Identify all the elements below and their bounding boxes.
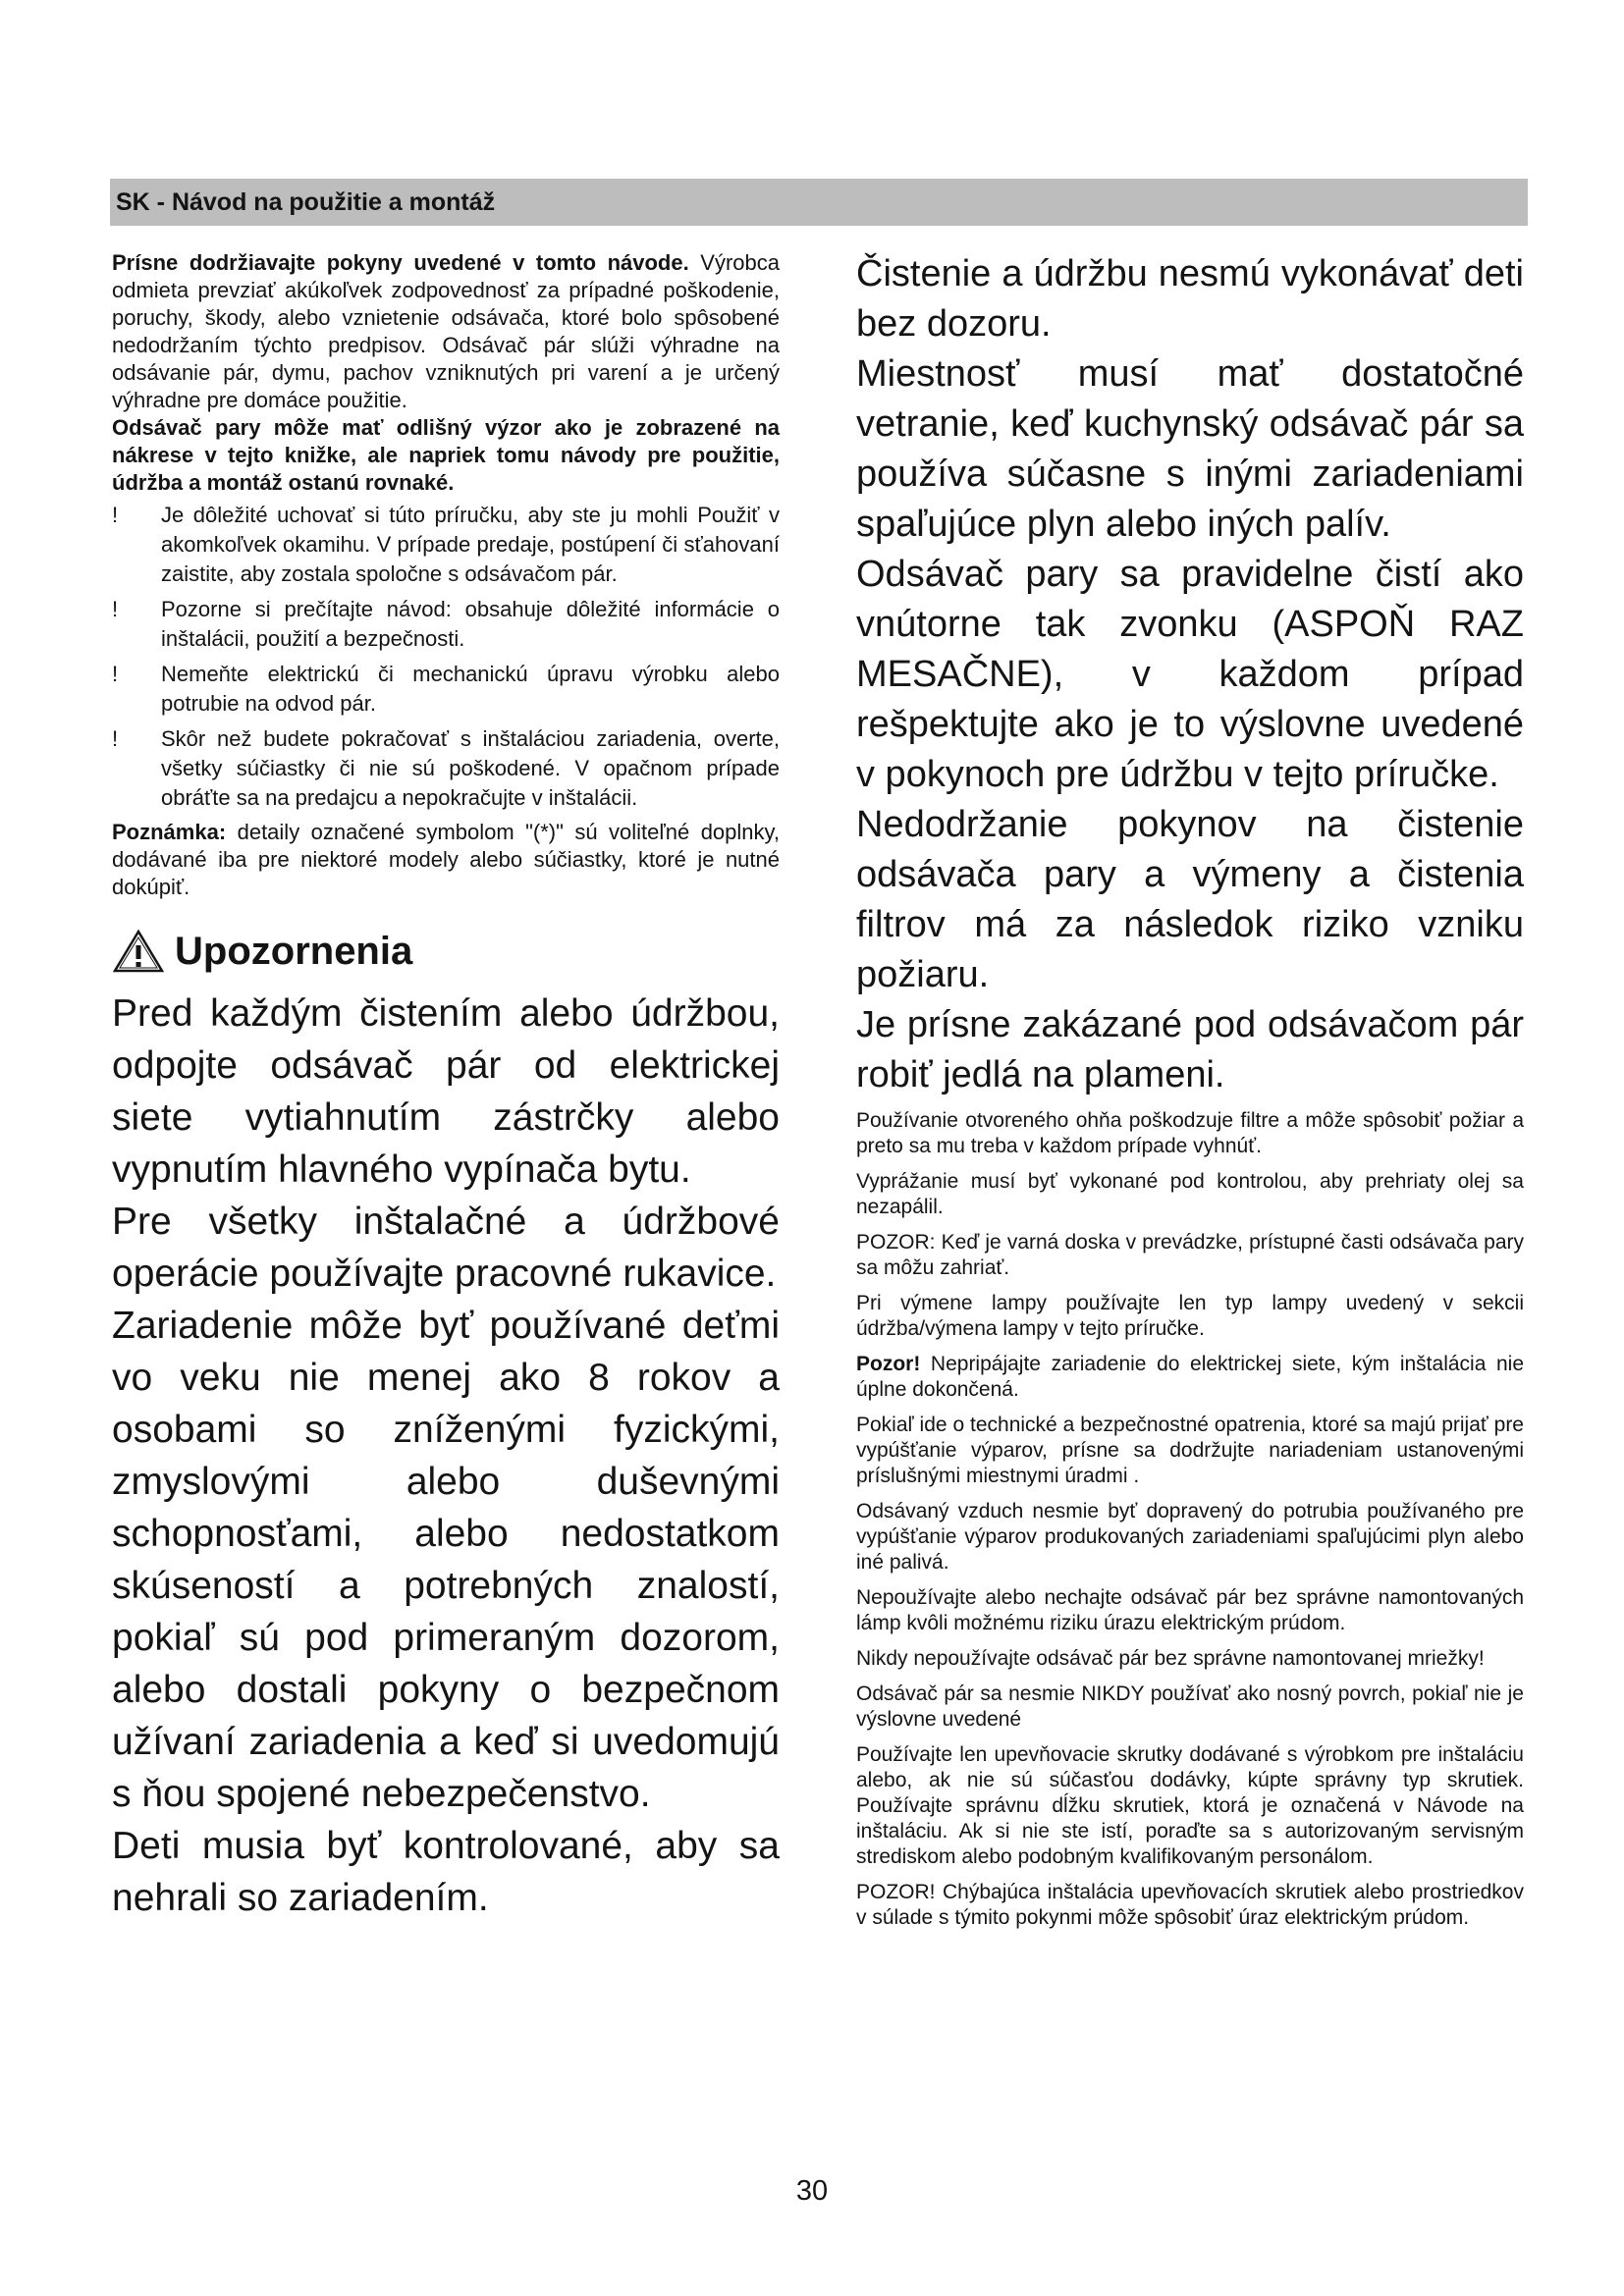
left-column <box>112 249 780 1924</box>
safety-paragraph <box>856 1682 1524 1733</box>
list-item <box>112 724 780 813</box>
safety-paragraph <box>856 1742 1524 1870</box>
warning-paragraph: Pre všetky inštalačné a údržbové operácie používajte pracovné rukavice. <box>112 1201 780 1295</box>
intro-bold-text: Prísne dodržiavajte pokyny uvedené v tomto návode. <box>112 250 689 275</box>
list-item <box>112 595 780 654</box>
right-column <box>856 249 1524 1941</box>
appearance-note: Odsávač pary môže mať odlišný výzor ako je zobrazené na nákrese v tejto knižke, ale napriek tomu návody pre použitie, údržba a montáž ostanú rovnaké. <box>112 415 780 495</box>
safety-text: POZOR! Chýbajúca inštalácia upevňovacích skrutiek alebo prostriedkov v súlade s týmito pokynmi môže spôsobiť úraz elektrickým prúdom. <box>856 1881 1524 1929</box>
page-number: 30 <box>795 2175 829 2207</box>
exclamation-icon: ! <box>112 597 119 621</box>
warning-paragraph: Deti musia byť kontrolované, aby sa nehrali so zariadením. <box>112 1825 780 1919</box>
list-item <box>112 660 780 719</box>
safety-text: Pri výmene lampy používajte len typ lampy uvedený v sekcii údržba/výmena lampy v tejto príručke. <box>856 1292 1524 1340</box>
exclamation-icon: ! <box>112 503 119 527</box>
list-item <box>112 501 780 589</box>
list-item-text: Pozorne si prečítajte návod: obsahuje dôležité informácie o inštalácii, použití a bezpečnosti. <box>161 597 780 651</box>
safety-paragraph <box>856 1352 1524 1403</box>
section-header <box>110 179 1528 226</box>
intro-text: Výrobca odmieta prevziať akúkoľvek zodpovednosť za prípadné poškodenie, poruchy, škody, alebo vznietenie odsávača, ktoré bolo spôsobené nedodržaním týchto predpisov. Odsávač pár slúži výhradne na odsávanie pár, dymu, pachov vzniknutých pri varení a je určený výhradne pre domáce použitie. <box>112 250 780 412</box>
safety-text: Odsávaný vzduch nesmie byť dopravený do potrubia používaného pre vypúšťanie výparov produkovaných zariadeniami spaľujúcimi plyn alebo iné palivá. <box>856 1500 1524 1574</box>
warning-paragraph: Pred každým čistením alebo údržbou, odpojte odsávač pár od elektrickej siete vytiahnutím zástrčky alebo vypnutím hlavného vypínača bytu. <box>112 992 780 1191</box>
section-title: SK - Návod na použitie a montáž <box>116 188 496 216</box>
warning-heading-title: Upozornenia <box>175 929 413 973</box>
warnings-list <box>112 501 780 813</box>
safety-paragraph <box>856 1499 1524 1575</box>
warning-paragraph: Nedodržanie pokynov na čistenie odsávača pary a výmeny a čistenia filtrov má za následok riziko vzniku požiaru. <box>856 804 1524 995</box>
list-item-text: Je dôležité uchovať si túto príručku, aby ste ju mohli Použiť v akomkoľvek okamihu. V prípade predaje, postúpení či sťahovaní zaistite, aby zostala spoločne s odsávačom pár. <box>161 503 780 586</box>
warning-paragraph: Čistenie a údržbu nesmú vykonávať deti bez dozoru. <box>856 253 1524 345</box>
safety-text: Pokiaľ ide o technické a bezpečnostné opatrenia, ktoré sa majú prijať pre vypúšťanie výparov, prísne sa dodržujte nariadeniam ustanovenými príslušnými miestnymi úradmi . <box>856 1414 1524 1487</box>
note-label: Poznámka: <box>112 820 227 844</box>
safety-text: Vyprážanie musí byť vykonané pod kontrolou, aby prehriaty olej sa nezapálil. <box>856 1170 1524 1218</box>
safety-paragraph <box>856 1880 1524 1931</box>
safety-lead: Pozor! <box>856 1353 921 1375</box>
list-item-text: Skôr než budete pokračovať s inštaláciou zariadenia, overte, všetky súčiastky či nie sú poškodené. V opačnom prípade obráťte sa na predajcu a nepokračujte v inštalácii. <box>161 726 780 810</box>
safety-text: Používajte len upevňovacie skrutky dodávané s výrobkom pre inštaláciu alebo, ak nie sú súčasťou dodávky, kúpte správny typ skrutiek. Používajte správnu dĺžku skrutiek, ktorá je označená v Návode na inštaláciu. Ak si nie ste istí, poraďte sa s autorizovaným servisným strediskom alebo podobným kvalifikovaným personálom. <box>856 1743 1524 1868</box>
warning-paragraph: Miestnosť musí mať dostatočné vetranie, keď kuchynský odsávač pár sa používa súčasne s inými zariadeniami spaľujúce plyn alebo iných palív. <box>856 353 1524 545</box>
warning-triangle-icon <box>112 929 165 974</box>
safety-text: Nepoužívajte alebo nechajte odsávač pár bez správne namontovaných lámp kvôli možnému riziku úrazu elektrickým prúdom. <box>856 1586 1524 1634</box>
list-item-text: Nemeňte elektrickú či mechanickú úpravu výrobku alebo potrubie na odvod pár. <box>161 662 780 716</box>
warning-paragraph: Je prísne zakázané pod odsávačom pár robiť jedlá na plameni. <box>856 1004 1524 1095</box>
safety-text: Nikdy nepoužívajte odsávač pár bez správne namontovanej mriežky! <box>856 1647 1485 1670</box>
safety-paragraph <box>856 1646 1524 1672</box>
safety-paragraph <box>856 1585 1524 1636</box>
exclamation-icon: ! <box>112 726 119 751</box>
safety-paragraph <box>856 1291 1524 1342</box>
safety-text: Používanie otvoreného ohňa poškodzuje filtre a môže spôsobiť požiar a preto sa mu treba v každom prípade vyhnúť. <box>856 1109 1524 1157</box>
safety-paragraph <box>856 1108 1524 1159</box>
warning-paragraph: Odsávač pary sa pravidelne čistí ako vnútorne tak zvonku (ASPOŇ RAZ MESAČNE), v každom prípad rešpektujte ako je to výslovne uvedené v pokynoch pre údržbu v tejto príručke. <box>856 554 1524 795</box>
safety-paragraph <box>856 1413 1524 1489</box>
safety-paragraph <box>856 1169 1524 1220</box>
safety-text: POZOR: Keď je varná doska v prevádzke, prístupné časti odsávača pary sa môžu zahriať. <box>856 1231 1524 1279</box>
warning-paragraph: Zariadenie môže byť používané deťmi vo veku nie menej ako 8 rokov a osobami so zníženými fyzickými, zmyslovými alebo duševnými schopnosťami, alebo nedostatkom skúseností a potrebných znalostí, pokiaľ sú pod primeraným dozorom, alebo dostali pokyny o bezpečnom užívaní zariadenia a keď si uvedomujú s ňou spojené nebezpečenstvo. <box>112 1305 780 1815</box>
note-text: detaily označené symbolom "(*)" sú voliteľné doplnky, dodávané iba pre niektoré modely alebo súčiastky, ktoré je nutné dokúpiť. <box>112 820 781 899</box>
exclamation-icon: ! <box>112 662 119 686</box>
safety-paragraph <box>856 1230 1524 1281</box>
warning-heading <box>112 927 780 976</box>
safety-text: Nepripájajte zariadenie do elektrickej siete, kým inštalácia nie úplne dokončená. <box>856 1353 1524 1401</box>
intro-paragraph <box>112 249 780 414</box>
note-block <box>112 819 780 901</box>
safety-text: Odsávač pár sa nesmie NIKDY používať ako nosný povrch, pokiaľ nie je výslovne uvedené <box>856 1682 1524 1731</box>
